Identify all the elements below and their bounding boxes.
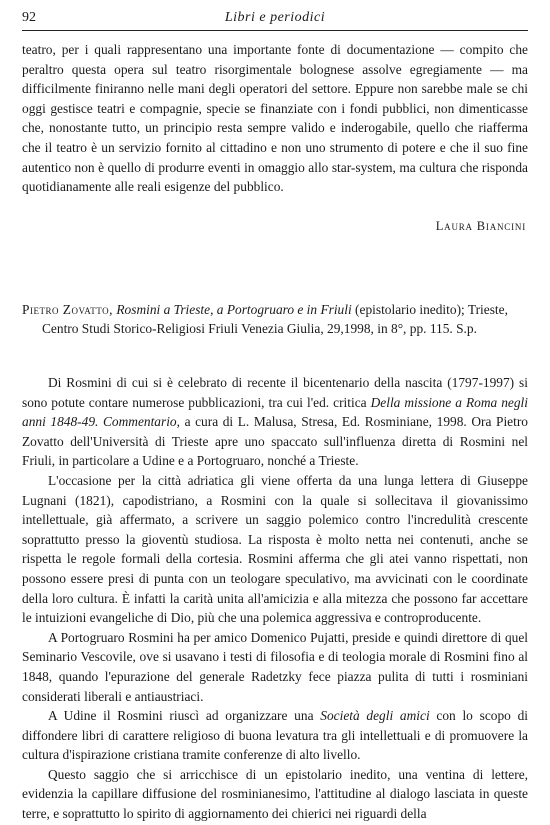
review-paragraph-1-text-b: , a cura di L. Malusa, Stresa, Ed. Rosminiane, 1998. Ora Pietro Zovatto dell'Università di Trieste apre uno spaccato sull'influenza diretta di Rosmini nel Friuli, in particolare a Udine e a Portogruaro, nonché a Trieste. — [22, 414, 528, 469]
review-paragraph-1-italic: Della missione a Roma negli anni 1848-49. Commentario — [22, 394, 529, 430]
review-paragraph-2: L'occasione per la città adriatica gli viene offerta da una lunga lettera di Giuseppe Lugnani (1821), capodistriano, a Rosmini con la quale si sollecitava il giovanissimo intellettuale, già affermato, a scrivere un saggio polemico contro l'incredulità crescente soprattutto presso la gioventù studiosa. La risposta è molto netta nei contenuti, anche se rispetta le regole formali della cortesia. Rosmini afferma che gli atei vanno rispettati, non possono essere presi di punta con un teologare speculativo, ma avvicinati con le coordinate della loro cultura. È infatti la carità unita all'amicizia e alla mitezza che possono far accettare le intuizioni evangeliche di Dio, più che una polemica aggressiva e controproducente. — [22, 472, 528, 626]
review-paragraph-4-text-b: con lo scopo di diffondere libri di carattere religioso di buona levatura tra gli intellettuali e di promuovere la cultura d'ispirazione cristiana tramite conferenze di alto livello. — [22, 708, 528, 763]
book-author: Pietro Zovatto, — [22, 302, 113, 317]
reviewer-signature: Laura Biancini — [435, 219, 526, 233]
intro-paragraph-text: teatro, per i quali rappresentano una importante fonte di documentazione — compito che peraltro questa opera sul teatro risorgimentale bolognese assolve egregiamente — ma difficilmente finiranno nelle mani degli operatori del settore. Eppure non sarebbe male se chi oggi gestisce teatri e compagnie, specie se finanziate con i fondi pubblici, non dimenticasse che, nonostante tutto, un principio resta sempre valido e inderogabile, quello che riafferma che il teatro è un servizio fornito al cittadino e non uno strumento di potere e che il suo fine autentico non è quello di produrre eventi in omaggio allo star-system, ma cultura che risponda quotidianamente alle reali esigenze del pubblico. — [22, 42, 528, 195]
intro-paragraph — [22, 40, 528, 197]
book-title: Rosmini a Trieste, a Portogruaro e in Friuli — [116, 302, 352, 317]
review-paragraph-3: A Portogruaro Rosmini ha per amico Domenico Pujatti, preside e quindi direttore di quel Seminario Vescovile, ove si usavano i testi di filosofia e di teologia morale di Rosmini fino al 1848, quando l'epurazione del generale Radetzky fece piazza pulita di tutti i rosminiani considerati liberali e antiaustriaci. — [22, 629, 528, 704]
review-paragraph-1 — [22, 373, 528, 471]
review-body — [22, 373, 528, 824]
review-paragraph-4-text-a: A Udine il Rosmini riuscì ad organizzare una — [48, 708, 321, 724]
page-header — [22, 10, 528, 31]
review-paragraph-4-italic: Società degli amici — [320, 708, 430, 724]
review-paragraph-1-text-a: Di Rosmini di cui si è celebrato di recente il bicentenario della nascita (1797-1997) si sono potute contare numerose pubblicazioni, tra cui l'ed. critica — [22, 375, 528, 410]
review-paragraph-4 — [22, 706, 528, 765]
review-paragraph-5: Questo saggio che si arricchisce di un epistolario inedito, una ventina di lettere, evidenzia la capillare diffusione del rosminianesimo, l'attitudine al dialogo lasciata in queste terre, e soprattutto lo spirito di aggiornamento dei chierici nei riguardi della — [22, 766, 528, 822]
page-number: 92 — [22, 10, 36, 25]
running-head: Libri e periodici — [224, 10, 326, 25]
book-publication-note: (epistolario inedito); Trieste, Centro Studi Storico-Religiosi Friuli Venezia Giulia, 29,1998, in 8°, pp. 115. S.p. — [42, 302, 508, 337]
bibliographic-entry — [22, 300, 528, 339]
